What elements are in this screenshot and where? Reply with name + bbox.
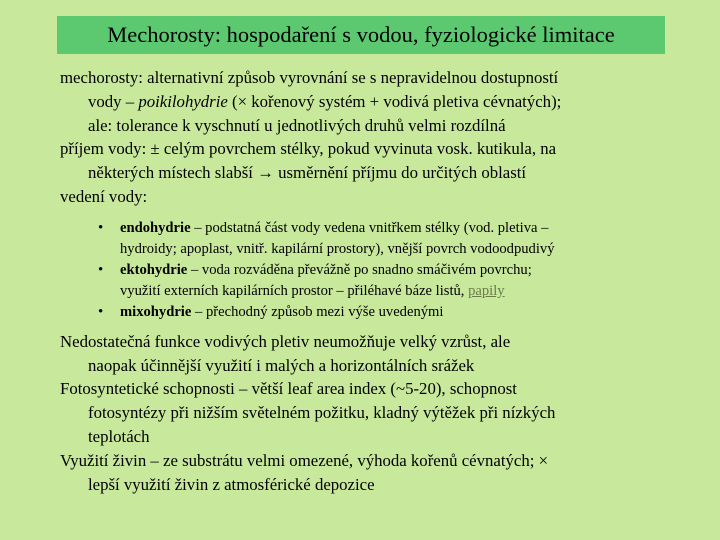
text-line: Fotosyntetické schopnosti – větší leaf area index (~5-20), schopnost [60, 379, 517, 399]
title-box [57, 16, 665, 54]
text-line: Využití živin – ze substrátu velmi omezené, výhoda kořenů cévnatých; × [60, 450, 549, 470]
text-line: mechorosty: alternativní způsob vyrovnání se s nepravidelnou dostupností [60, 68, 559, 87]
text-line [120, 281, 710, 302]
paragraph-mechorosty [60, 66, 710, 137]
text-fragment: – přechodný způsob mezi výše uvedenými [191, 303, 444, 320]
term-mixohydrie: mixohydrie [120, 303, 192, 320]
text-line [60, 90, 710, 114]
text-fragment: využití externích kapilárních prostor – přiléhavé báze listů, [120, 282, 469, 299]
text-line [120, 302, 710, 323]
term-endohydrie: endohydrie [120, 219, 191, 236]
paragraph-vodiva-pletiva [60, 330, 710, 378]
bullet-item-mixohydrie [60, 302, 710, 323]
text-line [120, 260, 710, 281]
text-line: vedení vody: [60, 186, 148, 206]
text-fragment: (× kořenový systém + vodivá pletiva cévnatých); [227, 91, 562, 111]
text-line: lepší využití živin z atmosférické depozice [88, 474, 375, 494]
link-papily[interactable]: papily [468, 282, 505, 299]
text-fragment: – voda rozváděna převážně po snadno smáčivém povrchu; [187, 261, 532, 278]
term-poikilohydrie: poikilohydrie [138, 91, 228, 111]
text-line: teplotách [88, 426, 150, 446]
bullet-marker: • [98, 303, 104, 320]
bullet-marker: • [98, 219, 104, 236]
text-line: naopak účinnější využití i malých a horizontálních srážek [88, 355, 475, 375]
slide-content [60, 66, 710, 496]
paragraph-prijem-vody [60, 137, 710, 185]
text-line: některých místech slabší → usměrnění příjmu do určitých oblastí [88, 163, 527, 183]
slide-title: Mechorosty: hospodaření s vodou, fyziologické limitace [107, 22, 615, 47]
text-fragment: – podstatná část vody vedena vnitřkem stélky (vod. pletiva – [190, 219, 549, 236]
paragraph-zivny [60, 449, 710, 497]
text-line: hydroidy; apoplast, vnitř. kapilární prostory), vnější povrch vodoodpudivý [120, 240, 555, 257]
paragraph-vedeni-vody [60, 185, 710, 209]
bullet-list [60, 218, 710, 323]
text-line: Nedostatečná funkce vodivých pletiv neumožňuje velký vzrůst, ale [60, 331, 511, 351]
bullet-item-endohydrie [60, 218, 710, 260]
text-line: fotosyntézy při nižším světelném požitku, kladný výtěžek při nízkých [88, 403, 556, 423]
paragraph-fotosynteza [60, 377, 710, 448]
bullet-item-ektohydrie [60, 260, 710, 302]
text-fragment: vody – [88, 91, 139, 111]
text-line: příjem vody: ± celým povrchem stélky, pokud vyvinuta vosk. kutikula, na [60, 139, 557, 159]
term-ektohydrie: ektohydrie [120, 261, 188, 278]
text-line: ale: tolerance k vyschnutí u jednotlivých druhů velmi rozdílná [88, 115, 506, 135]
bullet-marker: • [98, 261, 104, 278]
text-line [120, 218, 710, 239]
